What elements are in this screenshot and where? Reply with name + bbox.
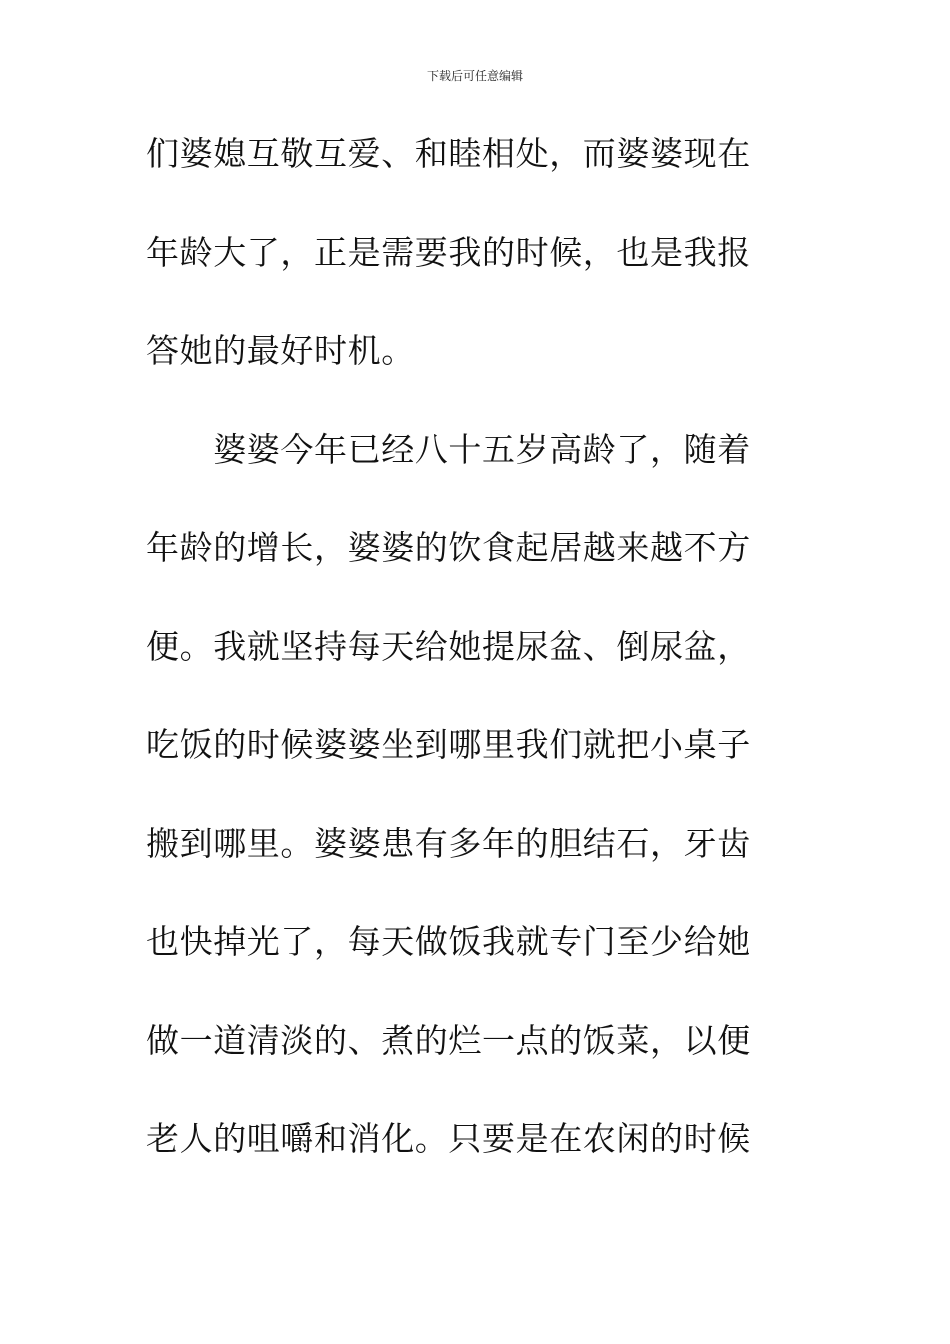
page-header: 下载后可任意编辑: [426, 69, 523, 83]
text-line: 年龄的增长，婆婆的饮食起居越来越不方: [146, 528, 751, 567]
text-line: 答她的最好时机。: [146, 331, 415, 370]
text-line: 婆婆今年已经八十五岁高龄了，随着: [146, 429, 751, 469]
text-line: 老人的咀嚼和消化。只要是在农闲的时候: [146, 1119, 751, 1158]
text-line: 年龄大了，正是需要我的时候，也是我报: [146, 232, 751, 272]
text-line: 吃饭的时候婆婆坐到哪里我们就把小桌子: [146, 725, 751, 764]
text-line: 也快掉光了，每天做饭我就专门至少给她: [146, 922, 751, 961]
text-line: 搬到哪里。婆婆患有多年的胆结石，牙齿: [146, 823, 751, 863]
text-line: 们婆媳互敬互爱、和睦相处，而婆婆现在: [146, 134, 751, 173]
body-text: [146, 124, 808, 1208]
text-line: 便。我就坚持每天给她提尿盆、倒尿盆，: [146, 626, 751, 666]
text-line: 做一道清淡的、煮的烂一点的饭菜，以便: [146, 1020, 751, 1060]
